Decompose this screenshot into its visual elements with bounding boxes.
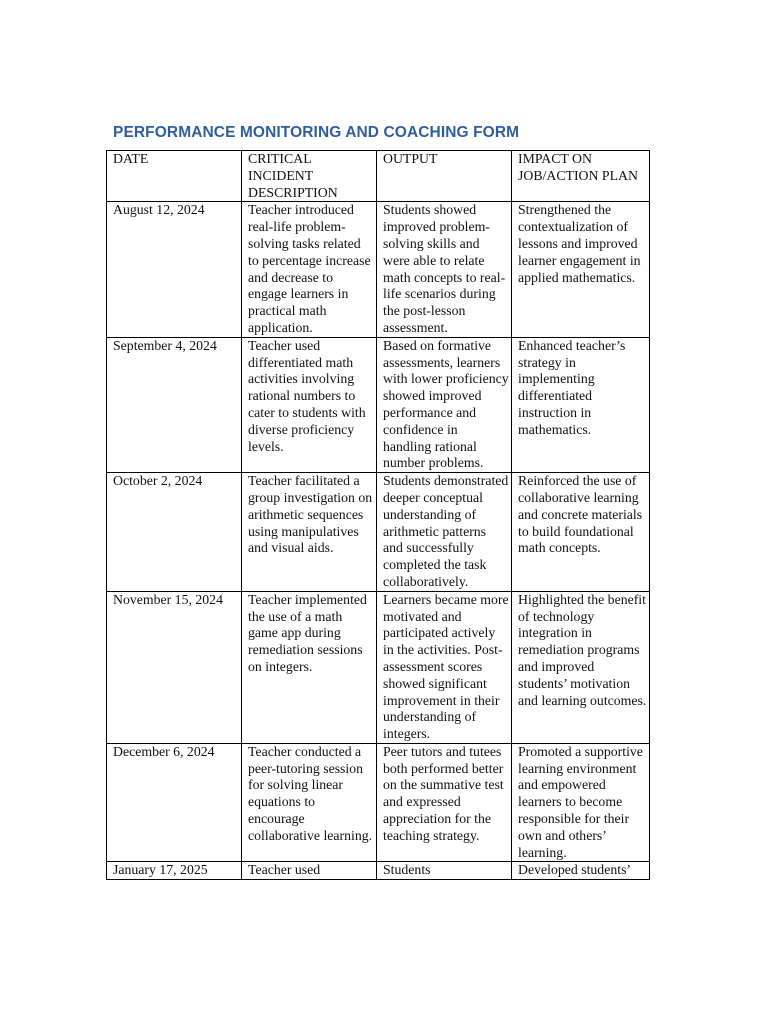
output-cell: Students [377, 862, 512, 880]
incident-cell: Teacher introduced real-life problem-solving tasks related to percentage increase and decrease to engage learners in practical math application. [242, 202, 377, 337]
incident-cell: Teacher used [242, 862, 377, 880]
date-cell: August 12, 2024 [107, 202, 242, 337]
output-cell: Students demonstrated deeper conceptual understanding of arithmetic patterns and successfully completed the task collaboratively. [377, 473, 512, 592]
impact-cell: Highlighted the benefit of technology integration in remediation programs and improved students’ motivation and learning outcomes. [512, 591, 650, 743]
impact-cell: Promoted a supportive learning environment and empowered learners to become responsible for their own and others’ learning. [512, 743, 650, 862]
table-row [107, 337, 650, 472]
table-row [107, 202, 650, 337]
date-cell: November 15, 2024 [107, 591, 242, 743]
incident-cell: Teacher conducted a peer-tutoring session for solving linear equations to encourage collaborative learning. [242, 743, 377, 862]
output-cell: Students showed improved problem-solving skills and were able to relate math concepts to real-life scenarios during the post-lesson assessment. [377, 202, 512, 337]
header-impact: IMPACT ON JOB/ACTION PLAN [512, 151, 650, 202]
incident-cell: Teacher used differentiated math activities involving rational numbers to cater to students with diverse proficiency levels. [242, 337, 377, 472]
output-cell: Based on formative assessments, learners with lower proficiency showed improved performance and confidence in handling rational number problems. [377, 337, 512, 472]
table-row [107, 743, 650, 862]
output-cell: Learners became more motivated and participated actively in the activities. Post-assessment scores showed significant improvement in their understanding of integers. [377, 591, 512, 743]
date-cell: January 17, 2025 [107, 862, 242, 880]
incident-cell: Teacher implemented the use of a math game app during remediation sessions on integers. [242, 591, 377, 743]
date-cell: December 6, 2024 [107, 743, 242, 862]
table-row [107, 862, 650, 880]
date-cell: September 4, 2024 [107, 337, 242, 472]
header-critical-incident: CRITICAL INCIDENT DESCRIPTION [242, 151, 377, 202]
table-row [107, 473, 650, 592]
incident-cell: Teacher facilitated a group investigation on arithmetic sequences using manipulatives and visual aids. [242, 473, 377, 592]
impact-cell: Developed students’ [512, 862, 650, 880]
impact-cell: Strengthened the contextualization of lessons and improved learner engagement in applied mathematics. [512, 202, 650, 337]
date-cell: October 2, 2024 [107, 473, 242, 592]
page-title: PERFORMANCE MONITORING AND COACHING FORM [113, 124, 520, 141]
header-output: OUTPUT [377, 151, 512, 202]
header-row [107, 151, 650, 202]
impact-cell: Reinforced the use of collaborative learning and concrete materials to build foundational math concepts. [512, 473, 650, 592]
header-date: DATE [107, 151, 242, 202]
output-cell: Peer tutors and tutees both performed better on the summative test and expressed appreciation for the teaching strategy. [377, 743, 512, 862]
table-row [107, 591, 650, 743]
impact-cell: Enhanced teacher’s strategy in implementing differentiated instruction in mathematics. [512, 337, 650, 472]
coaching-form-table [106, 150, 650, 880]
